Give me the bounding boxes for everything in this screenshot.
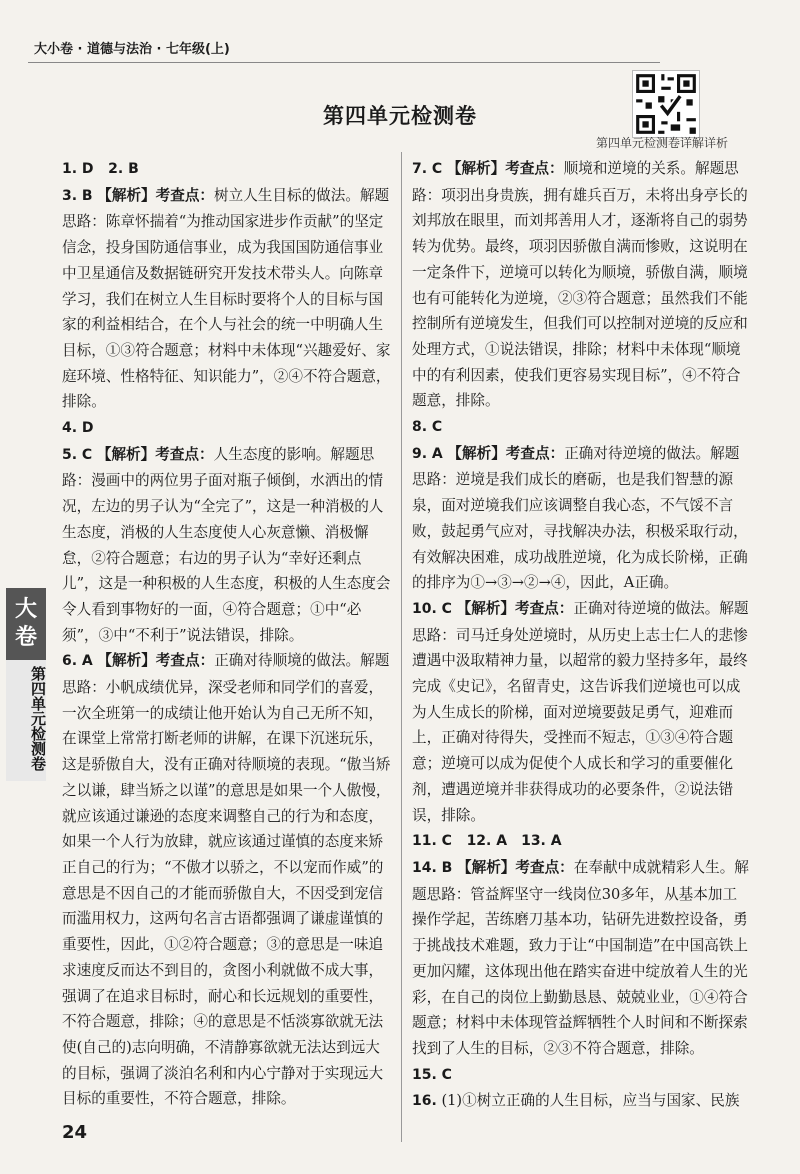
answer-item: 4. D bbox=[62, 420, 94, 437]
side-tab-label: 大卷 bbox=[6, 588, 46, 660]
column-divider bbox=[401, 152, 402, 1142]
answer-item: 14. B 【解析】考查点：在奉献中成就精彩人生。解题思路：管益辉坚守一线岗位30多年，从基本加工操作学起，苦练磨刀基本功，钻研先进数控设备，勇于挑战技术难题，致力于让“中国制造”在中国高铁上更加闪耀，这体现出他在踏实奋进中绽放着人生的光彩，在自己的岗位上勤勤恳恳、兢兢业业，①④符合题意；材料中未体现管益辉牺牲个人时间和不断探索找到了人生的目标，②③不符合题意，排除。 bbox=[412, 858, 749, 1057]
book-header: 大小卷 · 道德与法治 · 七年级(上) bbox=[34, 42, 230, 57]
right-answer-column bbox=[412, 156, 750, 1115]
answer-item: 16. (1)①树立正确的人生目标，应当与国家、民族 bbox=[412, 1092, 740, 1110]
answer-item: 5. C 【解析】考查点：人生态度的影响。解题思路：漫画中的两位男子面对瓶子倾倒，水洒出的情况，左边的男子认为“全完了”，这是一种消极的人生态度，消极的人生态度使人心灰意懒、消极懈怠，②符合题意；右边的男子认为“幸好还剩点儿”，这是一种积极的人生态度，积极的人生态度会令人看到事物好的一面，④符合题意；①中“必须”，③中“不利于”说法错误，排除。 bbox=[62, 445, 391, 644]
answer-item: 1. D 2. B bbox=[62, 161, 139, 177]
left-answer-column bbox=[62, 156, 391, 1112]
page-title: 第四单元检测卷 bbox=[323, 104, 477, 128]
page-number: 24 bbox=[62, 1122, 88, 1143]
answer-item: 6. A 【解析】考查点：正确对待顺境的做法。解题思路：小帆成绩优异，深受老师和同学们的喜爱，一次全班第一的成绩让他开始认为自己无所不知，在课堂上常常打断老师的讲解，在课下沉迷玩乐，这是骄傲自大，没有正确对待顺境的表现。“傲当矫之以谦，肆当矫之以谨”的意思是如果一个人傲慢，就应该通过谦逊的态度来调整自己的行为和态度，如果一个人行为放肆，就应该通过谨慎的态度来矫正自己的行为；“不傲才以骄之，不以宠而作威”的意思是不因自己的才能而骄傲自大，不因受到宠信而滥用权力，这两句名言古语都强调了谦虚谨慎的重要性，因此，①②符合题意；③的意思是一味追求速度反而达不到目的，贪图小利就做不成大事，强调了在追求目标时，耐心和长远规划的重要性，不符合题意，排除；④的意思是不恬淡寡欲就无法使(自己的)志向明确，不清静寡欲就无法达到远大的目标，强调了淡泊名利和内心宁静对于实现远大目标的重要性，不符合题意，排除。 bbox=[62, 652, 391, 1108]
answer-item: 10. C 【解析】考查点：正确对待逆境的做法。解题思路：司马迁身处逆境时，从历史上志士仁人的悲惨遭遇中汲取精神力量，以超常的毅力坚持多年，最终完成《史记》，名留青史，这告诉我们逆境也可以成为人生成长的阶梯，面对逆境要鼓足勇气，迎难而上，正确对待得失，受挫而不短志，①③④符合题意；逆境可以成为促使个人成长和学习的重要催化剂，遭遇逆境并非获得成功的必要条件，②说法错误，排除。 bbox=[412, 599, 749, 824]
answer-item: 7. C 【解析】考查点：顺境和逆境的关系。解题思路：项羽出身贵族，拥有雄兵百万，未将出身亭长的刘邦放在眼里，而刘邦善用人才，逐渐将自己的弱势转为优势。最终，项羽因骄傲自满而惨败，这说明在一定条件下，逆境可以转化为顺境，骄傲自满，顺境也有可能转化为逆境，②③符合题意；虽然我们不能控制所有逆境发生，但我们可以控制对逆境的反应和处理方式，①说法错误，排除；材料中未体现“顺境中的有利因素，使我们更容易实现目标”，④不符合题意，排除。 bbox=[412, 160, 748, 410]
side-tab-unit: 第四单元检测卷 bbox=[6, 660, 46, 781]
side-tab bbox=[6, 588, 46, 781]
answer-item: 3. B 【解析】考查点：树立人生目标的做法。解题思路：陈章怀揣着“为推动国家进步作贡献”的坚定信念，投身国防通信事业，成为我国国防通信事业中卫星通信及数据链研究开发技术带头人。向陈章学习，我们在树立人生目标时要将个人的目标与国家的利益相结合，在个人与社会的统一中明确人生目标，①③符合题意；材料中未体现“兴趣爱好、家庭环境、性格特征、知识能力”，②④不符合题意，排除。 bbox=[62, 186, 391, 411]
answer-item: 11. C 12. A 13. A bbox=[412, 833, 562, 850]
answer-item: 9. A 【解析】考查点：正确对待逆境的做法。解题思路：逆境是我们成长的磨砺，也是我们智慧的源泉，面对逆境我们应该调整自我心态，不气馁不言败，鼓起勇气应对，寻找解决办法，积极采取行动，有效解决困难，成功战胜逆境，化为成长阶梯，正确的排序为①→③→②→④，因此，A正确。 bbox=[412, 444, 748, 592]
answer-item: 8. C bbox=[412, 419, 443, 436]
header-rule bbox=[28, 62, 660, 63]
qr-caption: 第四单元检测卷详解详析 bbox=[596, 136, 729, 150]
answer-item: 15. C bbox=[412, 1066, 452, 1083]
